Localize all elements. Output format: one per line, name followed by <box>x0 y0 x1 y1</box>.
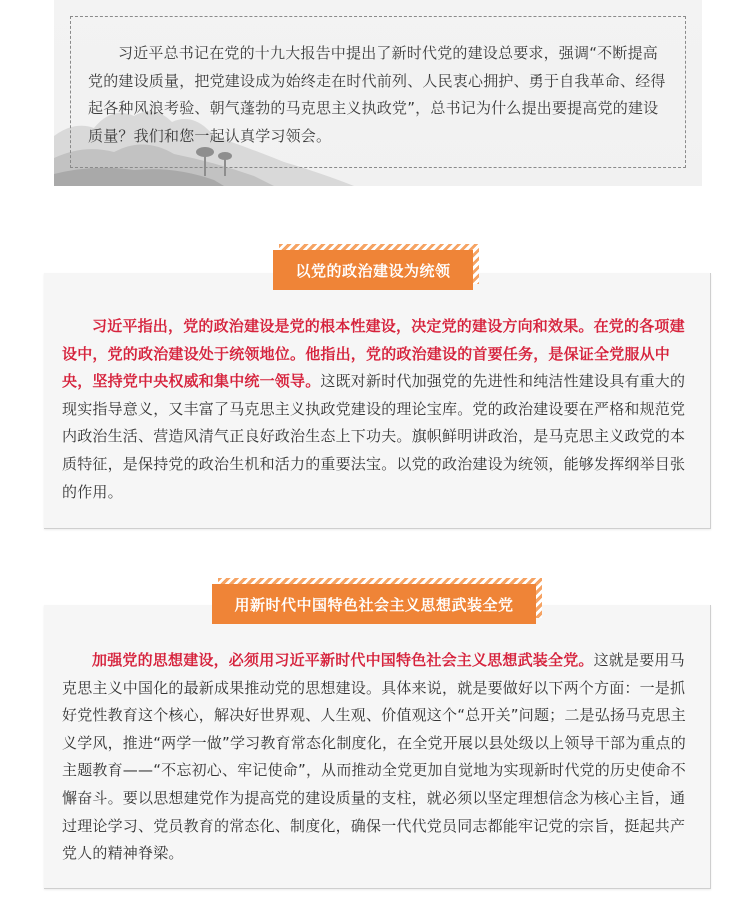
section-banner <box>273 250 473 290</box>
section-title: 用新时代中国特色社会主义思想武装全党 <box>212 584 536 624</box>
section-body <box>62 313 692 506</box>
intro-text: 习近平总书记在党的十九大报告中提出了新时代党的建设总要求，强调“不断提高党的建设质量，把党建设成为始终走在时代前列、人民衷心拥护、勇于自我革命、经得起各种风浪考验、朝气蓬勃的马克思主义执政党”，总书记为什么提出要提高党的建设质量？我们和您一起认真学习领会。 <box>88 44 666 145</box>
body-text: 这就是要用马克思主义中国化的最新成果推动党的思想建设。具体来说，就是要做好以下两个方面：一是抓好党性教育这个核心，解决好世界观、人生观、价值观这个“总开关”问题；二是弘扬马克思主义学风，推进“两学一做”学习教育常态化制度化，在全党开展以县处级以上领导干部为重点的主题教育——“不忘初心、牢记使命”，从而推动全党更加自觉地为实现新时代党的历史使命不懈奋斗。要以思想建党作为提高党的建设质量的支柱，就必须以坚定理想信念为核心主旨，通过理论学习、党员教育的常态化、制度化，确保一代代党员同志都能牢记党的宗旨，挺起共产党人的精神脊梁。 <box>62 651 686 863</box>
body-text: 这既对新时代加强党的先进性和纯洁性建设具有重大的现实指导意义，又丰富了马克思主义执政党建设的理论宝库。党的政治建设要在严格和规范党内政治生活、营造风清气正良好政治生态上下功夫。旗帜鲜明讲政治，是马克思主义政党的本质特征，是保持党的政治生机和活力的重要法宝。以党的政治建设为统领，能够发挥纲举目张的作用。 <box>62 372 686 501</box>
section-title: 以党的政治建设为统领 <box>273 250 473 290</box>
section-banner <box>212 584 536 624</box>
highlight-text: 加强党的思想建设，必须用习近平新时代中国特色社会主义思想武装全党。 <box>92 651 594 669</box>
section-body <box>62 647 692 868</box>
highlight-text: 习近平指出，党的政治建设是党的根本性建设，决定党的建设方向和效果。在党的各项建设中，党的政治建设处于统领地位。他指出，党的政治建设的首要任务，是保证全党服从中央，坚持党中央权威和集中统一领导。 <box>62 317 685 391</box>
